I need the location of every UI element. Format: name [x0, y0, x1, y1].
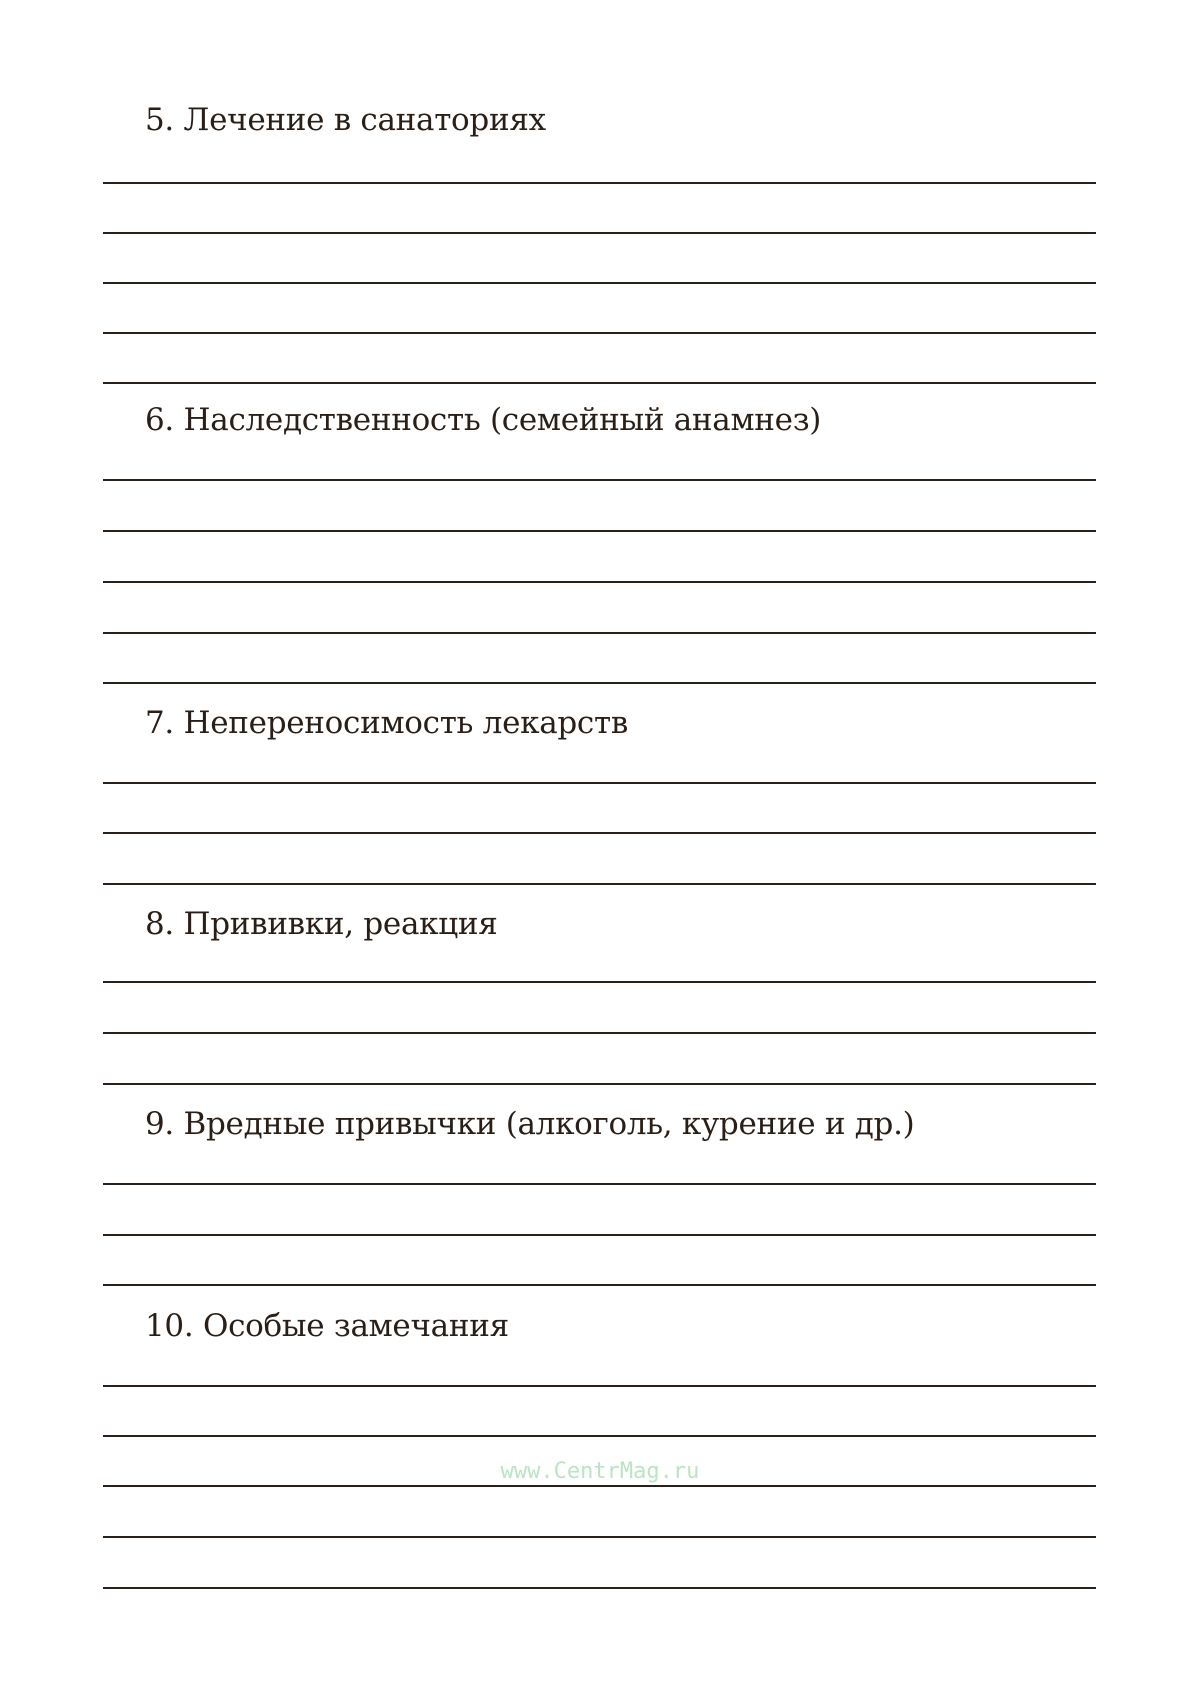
watermark: www.CentrMag.ru	[500, 1459, 700, 1484]
write-line[interactable]	[103, 1385, 1096, 1387]
write-line[interactable]	[103, 1183, 1096, 1185]
write-line[interactable]	[103, 581, 1096, 583]
write-line[interactable]	[103, 232, 1096, 234]
section-heading-5: 5. Лечение в санаториях	[145, 102, 546, 138]
write-line[interactable]	[103, 832, 1096, 834]
section-heading-10: 10. Особые замечания	[145, 1308, 509, 1344]
write-line[interactable]	[103, 1083, 1096, 1085]
write-line[interactable]	[103, 382, 1096, 384]
write-line[interactable]	[103, 479, 1096, 481]
write-line[interactable]	[103, 883, 1096, 885]
section-heading-8: 8. Прививки, реакция	[145, 906, 498, 942]
write-line[interactable]	[103, 1587, 1096, 1589]
write-line[interactable]	[103, 332, 1096, 334]
write-line[interactable]	[103, 981, 1096, 983]
write-line[interactable]	[103, 682, 1096, 684]
write-line[interactable]	[103, 1284, 1096, 1286]
write-line[interactable]	[103, 1435, 1096, 1437]
write-line[interactable]	[103, 1234, 1096, 1236]
write-line[interactable]	[103, 632, 1096, 634]
section-heading-9: 9. Вредные привычки (алкоголь, курение и др.)	[145, 1106, 915, 1142]
write-line[interactable]	[103, 1032, 1096, 1034]
write-line[interactable]	[103, 1536, 1096, 1538]
write-line[interactable]	[103, 282, 1096, 284]
section-heading-6: 6. Наследственность (семейный анамнез)	[145, 402, 822, 438]
section-heading-7: 7. Непереносимость лекарств	[145, 705, 628, 741]
write-line[interactable]	[103, 530, 1096, 532]
write-line[interactable]	[103, 782, 1096, 784]
write-line[interactable]	[103, 182, 1096, 184]
